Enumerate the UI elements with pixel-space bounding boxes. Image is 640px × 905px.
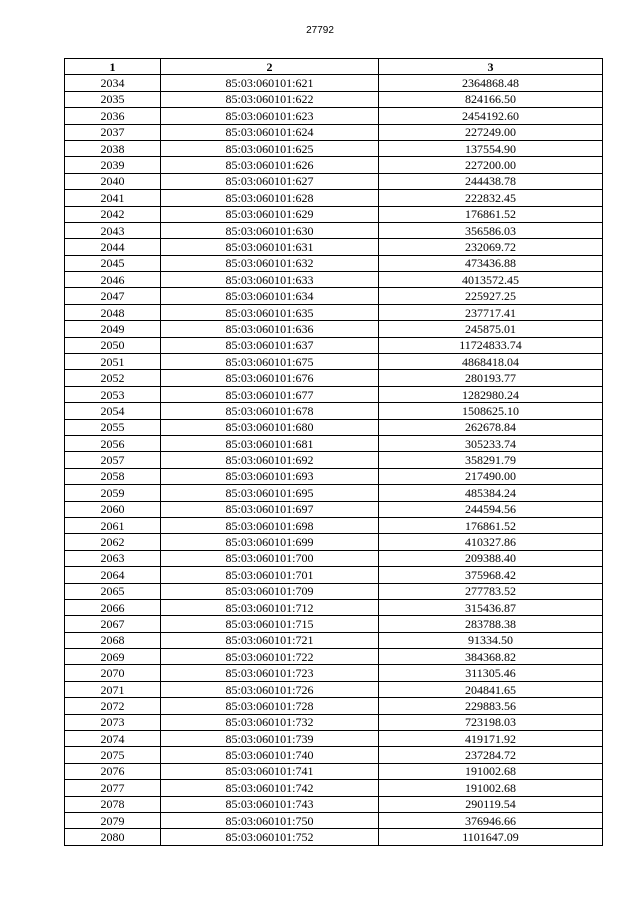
value-cell: 237717.41 bbox=[379, 304, 603, 320]
row-number-cell: 2040 bbox=[65, 173, 161, 189]
cadastral-number-cell: 85:03:060101:626 bbox=[161, 157, 379, 173]
table-row bbox=[65, 304, 603, 320]
cadastral-number-cell: 85:03:060101:715 bbox=[161, 616, 379, 632]
row-number-cell: 2048 bbox=[65, 304, 161, 320]
table-row bbox=[65, 698, 603, 714]
table-row bbox=[65, 796, 603, 812]
cadastral-number-cell: 85:03:060101:627 bbox=[161, 173, 379, 189]
row-number-cell: 2042 bbox=[65, 206, 161, 222]
value-cell: 1101647.09 bbox=[379, 829, 603, 845]
cadastral-number-cell: 85:03:060101:698 bbox=[161, 517, 379, 533]
cadastral-number-cell: 85:03:060101:752 bbox=[161, 829, 379, 845]
table-row bbox=[65, 468, 603, 484]
value-cell: 176861.52 bbox=[379, 517, 603, 533]
table-row bbox=[65, 124, 603, 140]
cadastral-number-cell: 85:03:060101:697 bbox=[161, 501, 379, 517]
table-row bbox=[65, 190, 603, 206]
row-number-cell: 2059 bbox=[65, 485, 161, 501]
table-row bbox=[65, 501, 603, 517]
table-row bbox=[65, 780, 603, 796]
row-number-cell: 2072 bbox=[65, 698, 161, 714]
value-cell: 91334.50 bbox=[379, 632, 603, 648]
value-cell: 191002.68 bbox=[379, 780, 603, 796]
value-cell: 419171.92 bbox=[379, 731, 603, 747]
cadastral-number-cell: 85:03:060101:699 bbox=[161, 534, 379, 550]
table-row bbox=[65, 370, 603, 386]
cadastral-number-cell: 85:03:060101:709 bbox=[161, 583, 379, 599]
table-header bbox=[65, 59, 603, 75]
cadastral-number-cell: 85:03:060101:742 bbox=[161, 780, 379, 796]
value-cell: 2454192.60 bbox=[379, 108, 603, 124]
table-row bbox=[65, 763, 603, 779]
value-cell: 232069.72 bbox=[379, 239, 603, 255]
row-number-cell: 2058 bbox=[65, 468, 161, 484]
value-cell: 204841.65 bbox=[379, 681, 603, 697]
cadastral-number-cell: 85:03:060101:701 bbox=[161, 567, 379, 583]
table-row bbox=[65, 829, 603, 845]
row-number-cell: 2060 bbox=[65, 501, 161, 517]
value-cell: 237284.72 bbox=[379, 747, 603, 763]
cadastral-number-cell: 85:03:060101:721 bbox=[161, 632, 379, 648]
cadastral-number-cell: 85:03:060101:629 bbox=[161, 206, 379, 222]
data-table bbox=[64, 58, 603, 846]
value-cell: 485384.24 bbox=[379, 485, 603, 501]
value-cell: 2364868.48 bbox=[379, 75, 603, 91]
value-cell: 217490.00 bbox=[379, 468, 603, 484]
column-header-3: 3 bbox=[379, 59, 603, 75]
row-number-cell: 2034 bbox=[65, 75, 161, 91]
row-number-cell: 2049 bbox=[65, 321, 161, 337]
table-row bbox=[65, 140, 603, 156]
cadastral-number-cell: 85:03:060101:632 bbox=[161, 255, 379, 271]
row-number-cell: 2066 bbox=[65, 599, 161, 615]
row-number-cell: 2070 bbox=[65, 665, 161, 681]
row-number-cell: 2069 bbox=[65, 649, 161, 665]
value-cell: 222832.45 bbox=[379, 190, 603, 206]
row-number-cell: 2057 bbox=[65, 452, 161, 468]
value-cell: 473436.88 bbox=[379, 255, 603, 271]
table-row bbox=[65, 206, 603, 222]
cadastral-number-cell: 85:03:060101:692 bbox=[161, 452, 379, 468]
value-cell: 305233.74 bbox=[379, 435, 603, 451]
row-number-cell: 2056 bbox=[65, 435, 161, 451]
cadastral-number-cell: 85:03:060101:722 bbox=[161, 649, 379, 665]
row-number-cell: 2052 bbox=[65, 370, 161, 386]
table-row bbox=[65, 239, 603, 255]
cadastral-number-cell: 85:03:060101:635 bbox=[161, 304, 379, 320]
table-row bbox=[65, 567, 603, 583]
row-number-cell: 2035 bbox=[65, 91, 161, 107]
cadastral-number-cell: 85:03:060101:677 bbox=[161, 386, 379, 402]
table-row bbox=[65, 386, 603, 402]
table-row bbox=[65, 403, 603, 419]
value-cell: 225927.25 bbox=[379, 288, 603, 304]
row-number-cell: 2039 bbox=[65, 157, 161, 173]
value-cell: 358291.79 bbox=[379, 452, 603, 468]
table-row bbox=[65, 452, 603, 468]
table-row bbox=[65, 665, 603, 681]
table-row bbox=[65, 714, 603, 730]
table-row bbox=[65, 108, 603, 124]
cadastral-number-cell: 85:03:060101:712 bbox=[161, 599, 379, 615]
table-row bbox=[65, 517, 603, 533]
row-number-cell: 2038 bbox=[65, 140, 161, 156]
value-cell: 1508625.10 bbox=[379, 403, 603, 419]
table-row bbox=[65, 91, 603, 107]
value-cell: 11724833.74 bbox=[379, 337, 603, 353]
value-cell: 245875.01 bbox=[379, 321, 603, 337]
table-row bbox=[65, 75, 603, 91]
value-cell: 410327.86 bbox=[379, 534, 603, 550]
cadastral-number-cell: 85:03:060101:741 bbox=[161, 763, 379, 779]
value-cell: 227249.00 bbox=[379, 124, 603, 140]
cadastral-number-cell: 85:03:060101:739 bbox=[161, 731, 379, 747]
table-row bbox=[65, 157, 603, 173]
row-number-cell: 2067 bbox=[65, 616, 161, 632]
cadastral-number-cell: 85:03:060101:740 bbox=[161, 747, 379, 763]
row-number-cell: 2044 bbox=[65, 239, 161, 255]
cadastral-number-cell: 85:03:060101:628 bbox=[161, 190, 379, 206]
cadastral-number-cell: 85:03:060101:625 bbox=[161, 140, 379, 156]
cadastral-number-cell: 85:03:060101:630 bbox=[161, 222, 379, 238]
cadastral-number-cell: 85:03:060101:678 bbox=[161, 403, 379, 419]
value-cell: 376946.66 bbox=[379, 812, 603, 828]
value-cell: 277783.52 bbox=[379, 583, 603, 599]
row-number-cell: 2076 bbox=[65, 763, 161, 779]
value-cell: 315436.87 bbox=[379, 599, 603, 615]
table-body bbox=[65, 75, 603, 845]
cadastral-number-cell: 85:03:060101:623 bbox=[161, 108, 379, 124]
cadastral-number-cell: 85:03:060101:634 bbox=[161, 288, 379, 304]
table-row bbox=[65, 255, 603, 271]
cadastral-number-cell: 85:03:060101:695 bbox=[161, 485, 379, 501]
row-number-cell: 2075 bbox=[65, 747, 161, 763]
table-row bbox=[65, 550, 603, 566]
table-row bbox=[65, 222, 603, 238]
row-number-cell: 2041 bbox=[65, 190, 161, 206]
row-number-cell: 2074 bbox=[65, 731, 161, 747]
row-number-cell: 2043 bbox=[65, 222, 161, 238]
row-number-cell: 2063 bbox=[65, 550, 161, 566]
row-number-cell: 2078 bbox=[65, 796, 161, 812]
column-header-1: 1 bbox=[65, 59, 161, 75]
cadastral-number-cell: 85:03:060101:676 bbox=[161, 370, 379, 386]
table-row bbox=[65, 583, 603, 599]
value-cell: 227200.00 bbox=[379, 157, 603, 173]
row-number-cell: 2065 bbox=[65, 583, 161, 599]
cadastral-number-cell: 85:03:060101:631 bbox=[161, 239, 379, 255]
row-number-cell: 2073 bbox=[65, 714, 161, 730]
table-row bbox=[65, 649, 603, 665]
cadastral-number-cell: 85:03:060101:728 bbox=[161, 698, 379, 714]
cadastral-number-cell: 85:03:060101:633 bbox=[161, 272, 379, 288]
cadastral-number-cell: 85:03:060101:732 bbox=[161, 714, 379, 730]
value-cell: 209388.40 bbox=[379, 550, 603, 566]
table-row bbox=[65, 681, 603, 697]
table-row bbox=[65, 632, 603, 648]
table-row bbox=[65, 272, 603, 288]
value-cell: 4013572.45 bbox=[379, 272, 603, 288]
value-cell: 191002.68 bbox=[379, 763, 603, 779]
table-row bbox=[65, 747, 603, 763]
table-row bbox=[65, 288, 603, 304]
value-cell: 137554.90 bbox=[379, 140, 603, 156]
cadastral-number-cell: 85:03:060101:681 bbox=[161, 435, 379, 451]
cadastral-number-cell: 85:03:060101:675 bbox=[161, 354, 379, 370]
value-cell: 824166.50 bbox=[379, 91, 603, 107]
row-number-cell: 2079 bbox=[65, 812, 161, 828]
cadastral-number-cell: 85:03:060101:622 bbox=[161, 91, 379, 107]
row-number-cell: 2050 bbox=[65, 337, 161, 353]
row-number-cell: 2062 bbox=[65, 534, 161, 550]
header-row bbox=[65, 59, 603, 75]
row-number-cell: 2036 bbox=[65, 108, 161, 124]
table-row bbox=[65, 599, 603, 615]
cadastral-number-cell: 85:03:060101:624 bbox=[161, 124, 379, 140]
cadastral-number-cell: 85:03:060101:636 bbox=[161, 321, 379, 337]
row-number-cell: 2061 bbox=[65, 517, 161, 533]
cadastral-number-cell: 85:03:060101:680 bbox=[161, 419, 379, 435]
table-row bbox=[65, 812, 603, 828]
row-number-cell: 2071 bbox=[65, 681, 161, 697]
cadastral-number-cell: 85:03:060101:621 bbox=[161, 75, 379, 91]
row-number-cell: 2051 bbox=[65, 354, 161, 370]
value-cell: 283788.38 bbox=[379, 616, 603, 632]
table-row bbox=[65, 435, 603, 451]
table-row bbox=[65, 173, 603, 189]
value-cell: 356586.03 bbox=[379, 222, 603, 238]
value-cell: 290119.54 bbox=[379, 796, 603, 812]
value-cell: 375968.42 bbox=[379, 567, 603, 583]
value-cell: 229883.56 bbox=[379, 698, 603, 714]
value-cell: 244438.78 bbox=[379, 173, 603, 189]
value-cell: 4868418.04 bbox=[379, 354, 603, 370]
row-number-cell: 2046 bbox=[65, 272, 161, 288]
row-number-cell: 2047 bbox=[65, 288, 161, 304]
value-cell: 384368.82 bbox=[379, 649, 603, 665]
value-cell: 1282980.24 bbox=[379, 386, 603, 402]
column-header-2: 2 bbox=[161, 59, 379, 75]
cadastral-number-cell: 85:03:060101:700 bbox=[161, 550, 379, 566]
value-cell: 244594.56 bbox=[379, 501, 603, 517]
cadastral-number-cell: 85:03:060101:637 bbox=[161, 337, 379, 353]
row-number-cell: 2080 bbox=[65, 829, 161, 845]
row-number-cell: 2054 bbox=[65, 403, 161, 419]
table-row bbox=[65, 419, 603, 435]
cadastral-number-cell: 85:03:060101:743 bbox=[161, 796, 379, 812]
cadastral-number-cell: 85:03:060101:750 bbox=[161, 812, 379, 828]
row-number-cell: 2064 bbox=[65, 567, 161, 583]
value-cell: 176861.52 bbox=[379, 206, 603, 222]
table-row bbox=[65, 321, 603, 337]
table-row bbox=[65, 534, 603, 550]
cadastral-number-cell: 85:03:060101:723 bbox=[161, 665, 379, 681]
value-cell: 280193.77 bbox=[379, 370, 603, 386]
row-number-cell: 2077 bbox=[65, 780, 161, 796]
value-cell: 262678.84 bbox=[379, 419, 603, 435]
value-cell: 311305.46 bbox=[379, 665, 603, 681]
table-row bbox=[65, 731, 603, 747]
table-row bbox=[65, 616, 603, 632]
cadastral-number-cell: 85:03:060101:726 bbox=[161, 681, 379, 697]
cadastral-number-cell: 85:03:060101:693 bbox=[161, 468, 379, 484]
row-number-cell: 2045 bbox=[65, 255, 161, 271]
row-number-cell: 2037 bbox=[65, 124, 161, 140]
table-row bbox=[65, 354, 603, 370]
page-number: 27792 bbox=[306, 25, 334, 36]
row-number-cell: 2055 bbox=[65, 419, 161, 435]
row-number-cell: 2068 bbox=[65, 632, 161, 648]
table-row bbox=[65, 337, 603, 353]
row-number-cell: 2053 bbox=[65, 386, 161, 402]
table-row bbox=[65, 485, 603, 501]
value-cell: 723198.03 bbox=[379, 714, 603, 730]
